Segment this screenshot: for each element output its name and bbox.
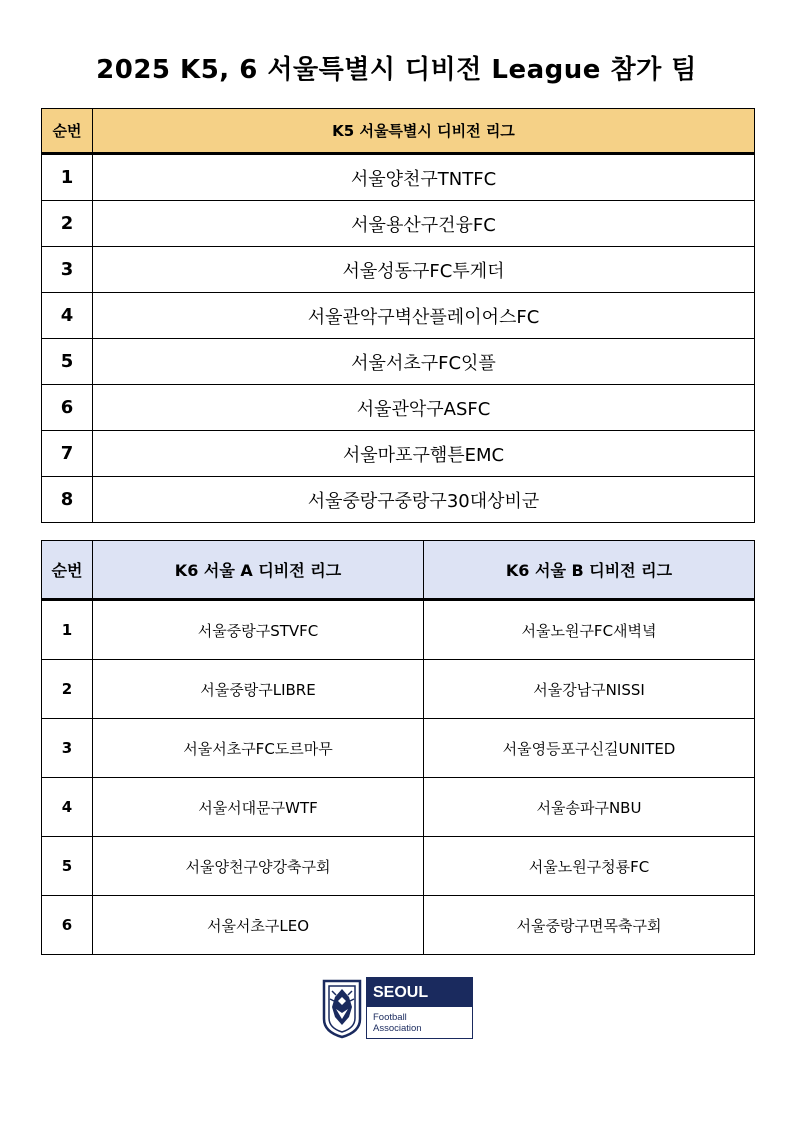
- team-name: 서울양천구TNTFC: [93, 154, 755, 201]
- row-number: 7: [42, 431, 93, 477]
- k5-col-league-header: K5 서울특별시 디비전 리그: [93, 109, 755, 154]
- logo-line-football: Football: [373, 1012, 407, 1023]
- team-name: 서울관악구ASFC: [93, 385, 755, 431]
- lion-emblem-icon: [321, 977, 363, 1039]
- table-row: [42, 385, 755, 431]
- row-number: 4: [42, 778, 93, 837]
- table-row: [42, 339, 755, 385]
- table-row: [42, 837, 755, 896]
- table-row: [42, 293, 755, 339]
- seoul-fa-logo: [321, 977, 473, 1039]
- k6-header-row: [42, 541, 755, 600]
- row-number: 8: [42, 477, 93, 523]
- row-number: 2: [42, 660, 93, 719]
- team-name: 서울마포구햄튼EMC: [93, 431, 755, 477]
- row-number: 1: [42, 600, 93, 660]
- team-name-b: 서울강남구NISSI: [424, 660, 755, 719]
- k6-team-table: [41, 540, 755, 955]
- k5-col-no-header: 순번: [42, 109, 93, 154]
- row-number: 6: [42, 896, 93, 955]
- team-name-b: 서울중랑구면목축구회: [424, 896, 755, 955]
- row-number: 2: [42, 201, 93, 247]
- row-number: 4: [42, 293, 93, 339]
- team-name-a: 서울중랑구LIBRE: [93, 660, 424, 719]
- page-title: 2025 K5, 6 서울특별시 디비전 League 참가 팀: [96, 55, 697, 85]
- team-name: 서울서초구FC잇플: [93, 339, 755, 385]
- table-row: [42, 201, 755, 247]
- table-row: [42, 719, 755, 778]
- row-number: 1: [42, 154, 93, 201]
- row-number: 5: [42, 837, 93, 896]
- table-row: [42, 778, 755, 837]
- team-name-b: 서울송파구NBU: [424, 778, 755, 837]
- row-number: 3: [42, 719, 93, 778]
- team-name-a: 서울서대문구WTF: [93, 778, 424, 837]
- table-row: [42, 247, 755, 293]
- table-row: [42, 431, 755, 477]
- team-name-a: 서울서초구FC도르마무: [93, 719, 424, 778]
- row-number: 5: [42, 339, 93, 385]
- table-row: [42, 896, 755, 955]
- row-number: 3: [42, 247, 93, 293]
- k6-col-b-header: K6 서울 B 디비전 리그: [424, 541, 755, 600]
- team-name: 서울관악구벽산플레이어스FC: [93, 293, 755, 339]
- table-row: [42, 600, 755, 660]
- table-row: [42, 660, 755, 719]
- team-name: 서울성동구FC투게더: [93, 247, 755, 293]
- k5-team-table: [41, 108, 755, 523]
- team-name-a: 서울양천구양강축구회: [93, 837, 424, 896]
- row-number: 6: [42, 385, 93, 431]
- team-name-b: 서울영등포구신길UNITED: [424, 719, 755, 778]
- team-name-a: 서울중랑구STVFC: [93, 600, 424, 660]
- logo-line-association: Association: [373, 1023, 422, 1034]
- team-name: 서울용산구건융FC: [93, 201, 755, 247]
- logo-wordmark: [366, 977, 473, 1039]
- team-name-a: 서울서초구LEO: [93, 896, 424, 955]
- team-name-b: 서울노원구청룡FC: [424, 837, 755, 896]
- team-name: 서울중랑구중랑구30대상비군: [93, 477, 755, 523]
- k6-col-a-header: K6 서울 A 디비전 리그: [93, 541, 424, 600]
- k6-col-no-header: 순번: [42, 541, 93, 600]
- table-row: [42, 477, 755, 523]
- team-name-b: 서울노원구FC새벽녘: [424, 600, 755, 660]
- table-row: [42, 154, 755, 201]
- k5-header-row: [42, 109, 755, 154]
- logo-name: SEOUL: [367, 978, 472, 1007]
